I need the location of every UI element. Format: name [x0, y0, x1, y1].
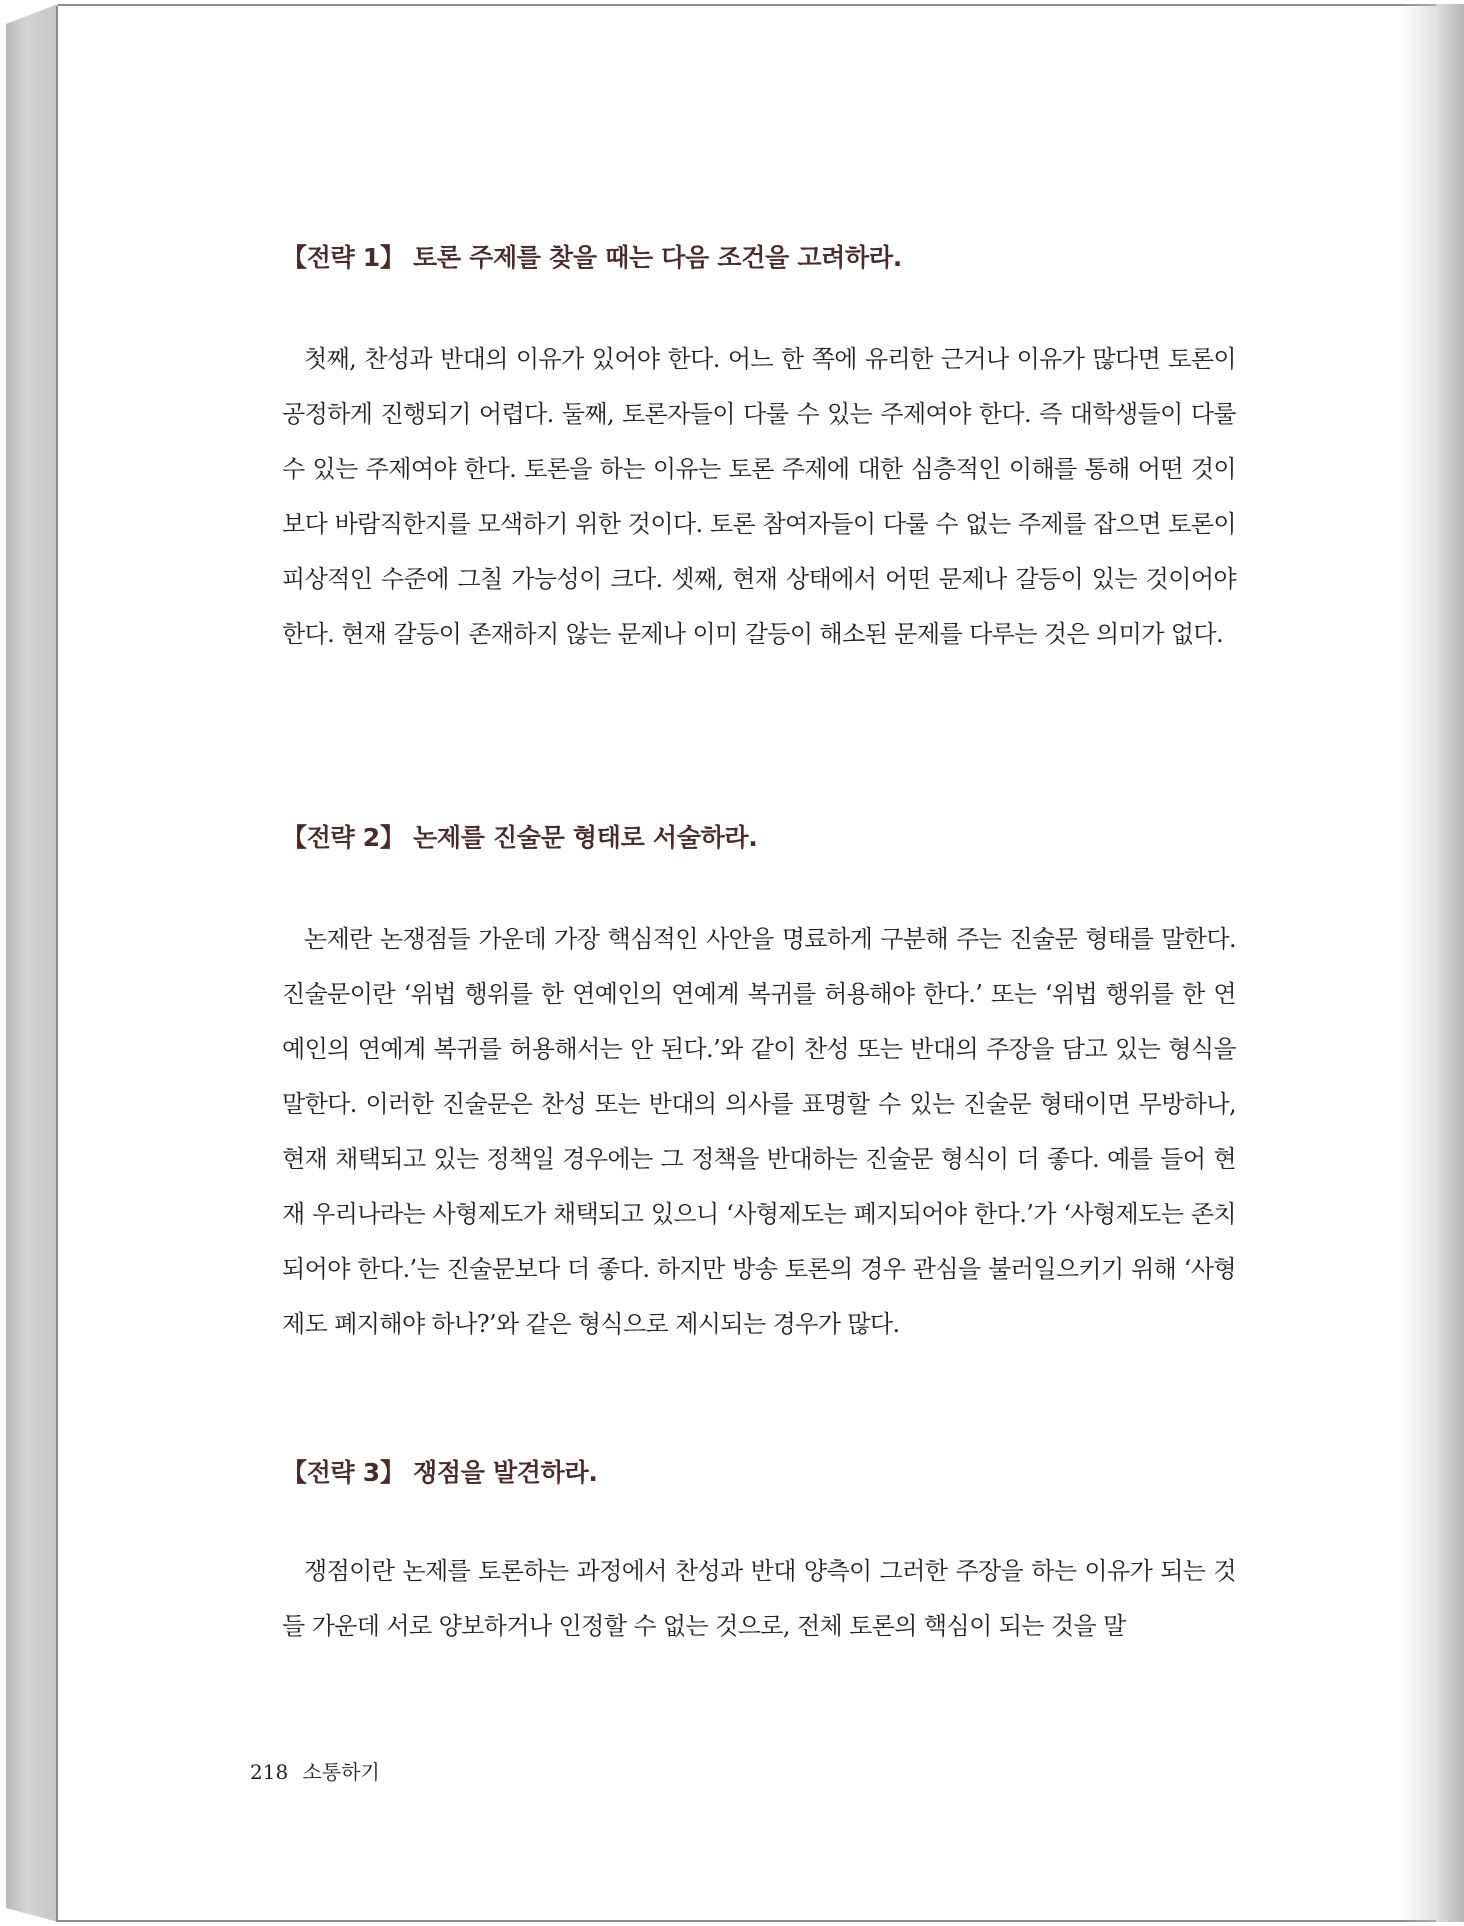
section-3-body: 쟁점이란 논제를 토론하는 과정에서 찬성과 반대 양측이 그러한 주장을 하는 이유가 되는 것들 가운데 서로 양보하거나 인정할 수 없는 것으로, 전체 토론의 핵심이 되는 것을 말	[282, 1557, 1236, 1640]
section-3-heading: 【전략 3】 쟁점을 발견하라.	[282, 1458, 598, 1487]
section-1-heading: 【전략 1】 토론 주제를 찾을 때는 다음 조건을 고려하라.	[282, 243, 902, 272]
page-edge-line	[56, 6, 58, 1922]
section-1-body: 첫째, 찬성과 반대의 이유가 있어야 한다. 어느 한 쪽에 유리한 근거나 이유가 많다면 토론이 공정하게 진행되기 어렵다. 둘째, 토론자들이 다룰 수 있는 주제여야 한다. 즉 대학생들이 다룰 수 있는 주제여야 한다. 토론을 하는 이유는 토론 주제에 대한 심층적인 이해를 통해 어떤 것이 보다 바람직한지를 모색하기 위한 것이다. 토론 참여자들이 다룰 수 없는 주제를 잡으면 토론이 피상적인 수준에 그칠 가능성이 크다. 셋째, 현재 상태에서 어떤 문제나 갈등이 있는 것이어야 한다. 현재 갈등이 존재하지 않는 문제나 이미 갈등이 해소된 문제를 다루는 것은 의미가 없다.	[282, 345, 1236, 648]
page-number: 218	[250, 1760, 289, 1784]
section-2-body: 논제란 논쟁점들 가운데 가장 핵심적인 사안을 명료하게 구분해 주는 진술문 형태를 말한다. 진술문이란 ‘위법 행위를 한 연예인의 연예계 복귀를 허용해야 한다.’ 또는 ‘위법 행위를 한 연예인의 연예계 복귀를 허용해서는 안 된다.’와 같이 찬성 또는 반대의 주장을 담고 있는 형식을 말한다. 이러한 진술문은 찬성 또는 반대의 의사를 표명할 수 있는 진술문 형태이면 무방하나, 현재 채택되고 있는 정책일 경우에는 그 정책을 반대하는 진술문 형식이 더 좋다. 예를 들어 현재 우리나라는 사형제도가 채택되고 있으니 ‘사형제도는 폐지되어야 한다.’가 ‘사형제도는 존치되어야 한다.’는 진술문보다 더 좋다. 하지만 방송 토론의 경우 관심을 불러일으키기 위해 ‘사형제도 폐지해야 하나?’와 같은 형식으로 제시되는 경우가 많다.	[282, 925, 1236, 1338]
chapter-title: 소통하기	[302, 1760, 380, 1784]
page-footer	[250, 1756, 380, 1785]
book-spine-edge	[6, 4, 58, 1922]
section-2-heading: 【전략 2】 논제를 진술문 형태로 서술하라.	[282, 823, 758, 852]
page-right-shadow	[1400, 4, 1464, 1922]
